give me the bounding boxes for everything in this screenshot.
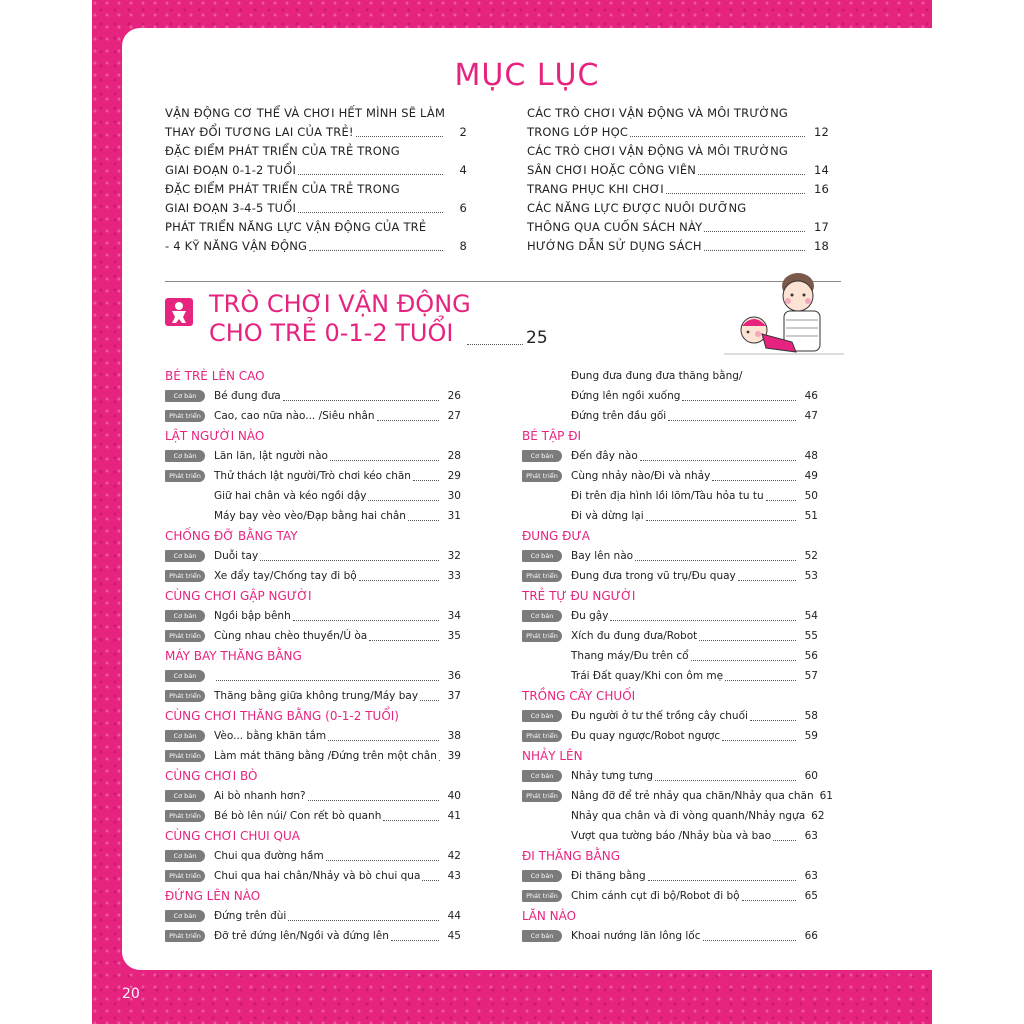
game-name: Đi trên địa hình lồi lõm/Tàu hỏa tu tu <box>571 490 764 502</box>
game-name: Xe đẩy tay/Chống tay đi bộ <box>214 570 357 582</box>
toc-entry[interactable] <box>165 199 467 218</box>
game-group-title: CÙNG CHƠI THĂNG BẰNG (0-1-2 TUỔI) <box>165 709 399 723</box>
game-page-number: 39 <box>447 750 461 762</box>
dot-leader <box>610 611 796 621</box>
dot-leader <box>283 391 439 401</box>
game-page-number: 50 <box>804 490 818 502</box>
level-badge: Cơ bản <box>522 770 562 782</box>
dot-leader <box>691 651 796 661</box>
game-row[interactable] <box>165 866 461 886</box>
game-row[interactable] <box>522 646 818 666</box>
game-name: Trái Đất quay/Khi con ôm mẹ <box>571 670 724 682</box>
game-page-number: 62 <box>811 810 825 822</box>
dot-leader <box>420 691 439 701</box>
toc-page-number: 17 <box>813 220 829 234</box>
level-badge: Phát triển <box>165 410 205 422</box>
game-name: Đu quay ngược/Robot ngược <box>571 730 721 742</box>
toc-entry-title: GIAI ĐOẠN 3-4-5 TUỔI <box>165 201 297 215</box>
toc-entry-line: PHÁT TRIỂN NĂNG LỰC VẬN ĐỘNG CỦA TRẺ <box>165 220 427 234</box>
game-row[interactable] <box>522 466 818 486</box>
game-page-number: 29 <box>447 470 461 482</box>
toc-entry[interactable] <box>527 237 829 256</box>
game-name: Khoai nướng lăn lông lốc <box>571 930 701 942</box>
dot-leader <box>699 631 796 641</box>
dot-leader <box>742 891 796 901</box>
game-name: Giữ hai chân và kéo ngồi dậy <box>214 490 367 502</box>
dot-leader <box>408 511 439 521</box>
toc-page-number: 16 <box>813 182 829 196</box>
toc-entry-title: SÂN CHƠI HOẶC CÔNG VIÊN <box>527 163 697 177</box>
dot-leader <box>422 871 439 881</box>
game-group-title: ĐUNG ĐƯA <box>522 529 590 543</box>
game-row[interactable] <box>522 366 818 386</box>
level-badge: Cơ bản <box>165 550 205 562</box>
toc-entry-line: CÁC TRÒ CHƠI VẬN ĐỘNG VÀ MÔI TRƯỜNG <box>527 144 789 158</box>
game-name: Thăng bằng giữa không trung/Máy bay <box>214 690 419 702</box>
game-group-title: TRỒNG CÂY CHUỐI <box>522 689 636 703</box>
game-row[interactable] <box>522 486 818 506</box>
game-row[interactable] <box>522 386 818 406</box>
toc-dot-leader <box>704 231 805 232</box>
toc-entry[interactable] <box>165 161 467 180</box>
game-page-number: 63 <box>804 870 818 882</box>
game-page-number: 34 <box>447 610 461 622</box>
level-badge: Phát triển <box>522 790 562 802</box>
game-row[interactable] <box>165 546 461 566</box>
level-badge: Phát triển <box>522 470 562 482</box>
toc-entry[interactable] <box>527 123 829 142</box>
dot-leader <box>308 791 439 801</box>
dot-leader <box>216 671 439 681</box>
game-row[interactable] <box>165 906 461 926</box>
game-group-title: CÙNG CHƠI GẬP NGƯỜI <box>165 589 312 603</box>
game-row[interactable] <box>522 786 833 806</box>
game-row[interactable] <box>165 466 461 486</box>
game-name: Vượt qua tường báo /Nhảy bùa và bao <box>571 830 772 842</box>
level-badge: Phát triển <box>522 630 562 642</box>
game-name: Đu gậy <box>571 610 609 622</box>
game-group-title: LẬT NGƯỜI NÀO <box>165 429 265 443</box>
toc-dot-leader <box>698 174 805 175</box>
game-page-number: 48 <box>804 450 818 462</box>
game-row[interactable] <box>165 386 461 406</box>
toc-dot-leader <box>298 174 443 175</box>
game-page-number: 53 <box>804 570 818 582</box>
game-page-number: 41 <box>447 810 461 822</box>
game-row[interactable] <box>522 866 818 886</box>
game-page-number: 65 <box>804 890 818 902</box>
toc-page-number: 2 <box>459 125 467 139</box>
level-badge: Cơ bản <box>522 930 562 942</box>
game-name: Ngồi bập bênh <box>214 610 291 622</box>
game-row[interactable] <box>165 846 461 866</box>
game-page-number: 28 <box>447 450 461 462</box>
game-page-number: 47 <box>804 410 818 422</box>
game-name: Đứng trên đùi <box>214 910 287 922</box>
game-row[interactable] <box>522 806 825 826</box>
game-row[interactable] <box>522 506 818 526</box>
game-group-title: MÁY BAY THĂNG BẰNG <box>165 649 302 663</box>
game-page-number: 66 <box>804 930 818 942</box>
game-row[interactable] <box>522 726 818 746</box>
mother-baby-illustration <box>718 268 848 358</box>
game-name: Chui qua hai chân/Nhảy và bò chui qua <box>214 870 421 882</box>
dot-leader <box>359 571 439 581</box>
toc-page-number: 12 <box>813 125 829 139</box>
dot-leader <box>413 471 439 481</box>
level-badge: Phát triển <box>522 730 562 742</box>
game-row[interactable] <box>165 746 461 766</box>
game-name: Duỗi tay <box>214 550 259 562</box>
toc-entry-title: TRANG PHỤC KHI CHƠI <box>527 182 664 196</box>
toc-entry-line: VẬN ĐỘNG CƠ THỂ VÀ CHƠI HẾT MÌNH SẼ LÀM <box>165 106 446 120</box>
toc-entry-title: GIAI ĐOẠN 0-1-2 TUỔI <box>165 163 297 177</box>
game-name: Thang máy/Đu trên cổ <box>571 650 689 662</box>
toc-entry[interactable] <box>165 123 467 142</box>
game-page-number: 60 <box>804 770 818 782</box>
toc-page-number: 14 <box>813 163 829 177</box>
game-row[interactable] <box>165 806 461 826</box>
dot-leader <box>383 811 439 821</box>
section-title-line1: TRÒ CHƠI VẬN ĐỘNG <box>209 290 471 318</box>
toc-entry-line: ĐẶC ĐIỂM PHÁT TRIỂN CỦA TRẺ TRONG <box>165 144 400 158</box>
toc-page-number: 4 <box>459 163 467 177</box>
dot-leader <box>655 771 796 781</box>
dot-leader <box>722 731 796 741</box>
toc-entry-title: THAY ĐỔI TƯƠNG LAI CỦA TRẺ! <box>165 125 354 139</box>
game-group-title: CÙNG CHƠI BÒ <box>165 769 258 783</box>
level-badge: Phát triển <box>165 750 205 762</box>
game-row[interactable] <box>522 546 818 566</box>
game-page-number: 33 <box>447 570 461 582</box>
game-name: Nhảy tưng tưng <box>571 770 654 782</box>
level-badge: Cơ bản <box>165 910 205 922</box>
game-name: Xích đu đung đưa/Robot <box>571 630 698 642</box>
dot-leader <box>668 411 796 421</box>
game-group-title: BÉ TẬP ĐI <box>522 429 582 443</box>
game-name: Đi và dừng lại <box>571 510 644 522</box>
dot-leader <box>640 451 796 461</box>
level-badge: Cơ bản <box>522 550 562 562</box>
level-badge: Cơ bản <box>165 670 205 682</box>
game-name: Lăn lăn, lật người nào <box>214 450 328 462</box>
game-row[interactable] <box>522 886 818 906</box>
game-name: Máy bay vèo vèo/Đạp bằng hai chân <box>214 510 406 522</box>
toc-entry-title: HƯỚNG DẪN SỬ DỤNG SÁCH <box>527 239 702 253</box>
section-page-number: 25 <box>526 328 548 348</box>
level-badge: Cơ bản <box>165 790 205 802</box>
game-name: Thử thách lật người/Trò chơi kéo chăn <box>214 470 411 482</box>
games-right-column <box>522 366 833 946</box>
game-page-number: 46 <box>804 390 818 402</box>
baby-icon <box>165 298 193 326</box>
toc-entry-line: CÁC NĂNG LỰC ĐƯỢC NUÔI DƯỠNG <box>527 201 747 215</box>
game-row[interactable] <box>522 626 818 646</box>
game-page-number: 59 <box>804 730 818 742</box>
game-page-number: 36 <box>447 670 461 682</box>
game-name: Bay lên nào <box>571 550 634 562</box>
level-badge: Cơ bản <box>165 850 205 862</box>
page-number: 20 <box>122 986 140 1002</box>
toc-entry[interactable] <box>527 161 829 180</box>
toc-dot-leader <box>704 250 805 251</box>
level-badge: Cơ bản <box>522 710 562 722</box>
level-badge: Cơ bản <box>522 870 562 882</box>
game-group-title: TRẺ TỰ ĐU NGƯỜI <box>522 589 636 603</box>
game-group-title: BÉ TRÈ LÊN CAO <box>165 369 265 383</box>
game-page-number: 54 <box>804 610 818 622</box>
level-badge: Phát triển <box>165 870 205 882</box>
toc-page-number: 6 <box>459 201 467 215</box>
game-page-number: 30 <box>447 490 461 502</box>
game-group-title: NHẢY LÊN <box>522 749 583 763</box>
game-page-number: 45 <box>447 930 461 942</box>
dot-leader <box>328 731 439 741</box>
game-page-number: 51 <box>804 510 818 522</box>
toc-dot-leader <box>630 136 805 137</box>
games-left-column <box>165 366 461 946</box>
level-badge: Phát triển <box>165 630 205 642</box>
game-name: Đung đưa đung đưa thăng bằng/ <box>571 370 743 382</box>
game-page-number: 63 <box>804 830 818 842</box>
level-badge: Cơ bản <box>522 610 562 622</box>
level-badge: Phát triển <box>522 570 562 582</box>
dot-leader <box>682 391 796 401</box>
game-name: Bé đung đưa <box>214 390 281 402</box>
game-page-number: 42 <box>447 850 461 862</box>
game-row[interactable] <box>165 566 461 586</box>
game-name: Chui qua đường hầm <box>214 850 324 862</box>
toc-page-number: 8 <box>459 239 467 253</box>
level-badge: Phát triển <box>165 470 205 482</box>
game-name: Cùng nhảy nào/Đi và nhảy <box>571 470 711 482</box>
game-row[interactable] <box>165 506 461 526</box>
game-group-title: LĂN NÀO <box>522 909 577 923</box>
section-title-line2: CHO TRẺ 0-1-2 TUỔI <box>209 319 454 347</box>
toc-left-column <box>165 104 467 256</box>
game-page-number: 40 <box>447 790 461 802</box>
dot-leader <box>368 491 439 501</box>
game-row[interactable] <box>522 926 818 946</box>
toc-entry-line: ĐẶC ĐIỂM PHÁT TRIỂN CỦA TRẺ TRONG <box>165 182 400 196</box>
game-name: Nâng đỡ để trẻ nhảy qua chăn/Nhảy qua chăn <box>571 790 814 802</box>
game-name: Cùng nhau chèo thuyền/Ú òa <box>214 630 368 642</box>
toc-entry-title: TRONG LỚP HỌC <box>527 125 629 139</box>
dot-leader <box>369 631 439 641</box>
dot-leader <box>766 491 796 501</box>
game-page-number: 44 <box>447 910 461 922</box>
game-row[interactable] <box>522 566 818 586</box>
toc-entry[interactable] <box>527 218 829 237</box>
game-row[interactable] <box>165 726 461 746</box>
level-badge: Cơ bản <box>165 610 205 622</box>
game-row[interactable] <box>165 446 461 466</box>
game-row[interactable] <box>165 606 461 626</box>
game-group-title: CHỐNG ĐỠ BẰNG TAY <box>165 529 298 543</box>
dot-leader <box>725 671 796 681</box>
game-name: Vèo... bằng khăn tắm <box>214 730 327 742</box>
toc-dot-leader <box>666 193 805 194</box>
game-row[interactable] <box>165 626 461 646</box>
game-row[interactable] <box>165 926 461 946</box>
dot-leader <box>377 411 439 421</box>
level-badge: Phát triển <box>165 930 205 942</box>
game-row[interactable] <box>522 446 818 466</box>
game-name: Đứng lên ngồi xuống <box>571 390 681 402</box>
dot-leader <box>330 451 439 461</box>
section-title <box>209 290 471 348</box>
game-page-number: 32 <box>447 550 461 562</box>
game-group-title: ĐI THĂNG BẰNG <box>522 849 621 863</box>
toc-right-column <box>527 104 829 256</box>
level-badge: Cơ bản <box>165 390 205 402</box>
level-badge: Cơ bản <box>165 730 205 742</box>
game-name: Đến đây nào <box>571 450 638 462</box>
toc-entry-line: CÁC TRÒ CHƠI VẬN ĐỘNG VÀ MÔI TRƯỜNG <box>527 106 789 120</box>
dot-leader <box>646 511 796 521</box>
game-page-number: 57 <box>804 670 818 682</box>
game-name: Ai bò nhanh hơn? <box>214 790 306 802</box>
game-page-number: 56 <box>804 650 818 662</box>
game-name: Đỡ trẻ đứng lên/Ngồi và đứng lên <box>214 930 389 942</box>
game-page-number: 49 <box>804 470 818 482</box>
section-leader <box>467 344 523 345</box>
game-row[interactable] <box>165 486 461 506</box>
game-name: Làm mát thăng bằng /Đứng trên một chân <box>214 750 437 762</box>
dot-leader <box>750 711 796 721</box>
game-page-number: 27 <box>447 410 461 422</box>
level-badge: Cơ bản <box>522 450 562 462</box>
dot-leader <box>391 931 439 941</box>
game-row[interactable] <box>522 706 818 726</box>
toc-dot-leader <box>356 136 443 137</box>
level-badge: Phát triển <box>165 690 205 702</box>
dot-leader <box>293 611 439 621</box>
level-badge: Phát triển <box>165 570 205 582</box>
game-row[interactable] <box>522 606 818 626</box>
game-row[interactable] <box>165 786 461 806</box>
game-page-number: 26 <box>447 390 461 402</box>
game-name: Nhảy qua chân và đi vòng quanh/Nhảy ngựa <box>571 810 806 822</box>
page-title: MỤC LỤC <box>454 58 600 93</box>
game-group-title: ĐỨNG LÊN NÀO <box>165 889 261 903</box>
dot-leader <box>738 571 796 581</box>
game-page-number: 58 <box>804 710 818 722</box>
game-name: Chim cánh cụt đi bộ/Robot đi bộ <box>571 890 740 902</box>
dot-leader <box>288 911 439 921</box>
game-row[interactable] <box>522 826 818 846</box>
game-group-title: CÙNG CHƠI CHUI QUA <box>165 829 300 843</box>
game-row[interactable] <box>522 766 818 786</box>
game-row[interactable] <box>165 406 461 426</box>
toc-dot-leader <box>309 250 443 251</box>
game-page-number: 61 <box>819 790 833 802</box>
game-name: Bé bò lên núi/ Con rết bò quanh <box>214 810 382 822</box>
level-badge: Cơ bản <box>165 450 205 462</box>
dot-leader <box>703 931 796 941</box>
game-row[interactable] <box>522 406 818 426</box>
game-page-number: 35 <box>447 630 461 642</box>
game-name: Đi thăng bằng <box>571 870 646 882</box>
page-sheet <box>122 28 932 970</box>
level-badge: Phát triển <box>522 890 562 902</box>
game-row[interactable] <box>165 686 461 706</box>
dot-leader <box>648 871 796 881</box>
game-page-number: 38 <box>447 730 461 742</box>
game-name: Đung đưa trong vũ trụ/Đu quay <box>571 570 736 582</box>
dot-leader <box>712 471 796 481</box>
game-name: Đứng trên đầu gối <box>571 410 667 422</box>
game-row[interactable] <box>522 666 818 686</box>
toc-entry-title: - 4 KỸ NĂNG VẬN ĐỘNG <box>165 239 308 253</box>
toc-entry[interactable] <box>527 180 829 199</box>
dot-leader <box>635 551 796 561</box>
dot-leader <box>260 551 439 561</box>
toc-dot-leader <box>298 212 443 213</box>
dot-leader <box>326 851 439 861</box>
toc-entry-title: THÔNG QUA CUỐN SÁCH NÀY <box>527 220 703 234</box>
game-page-number: 43 <box>447 870 461 882</box>
game-page-number: 31 <box>447 510 461 522</box>
game-name: Đu người ở tư thế trồng cây chuối <box>571 710 748 722</box>
toc-entry[interactable] <box>165 237 467 256</box>
game-page-number: 52 <box>804 550 818 562</box>
level-badge: Phát triển <box>165 810 205 822</box>
game-page-number: 55 <box>804 630 818 642</box>
dot-leader <box>773 831 796 841</box>
game-row[interactable] <box>165 666 461 686</box>
game-name: Cao, cao nữa nào... /Siêu nhân <box>214 410 375 422</box>
toc-page-number: 18 <box>813 239 829 253</box>
game-page-number: 37 <box>447 690 461 702</box>
